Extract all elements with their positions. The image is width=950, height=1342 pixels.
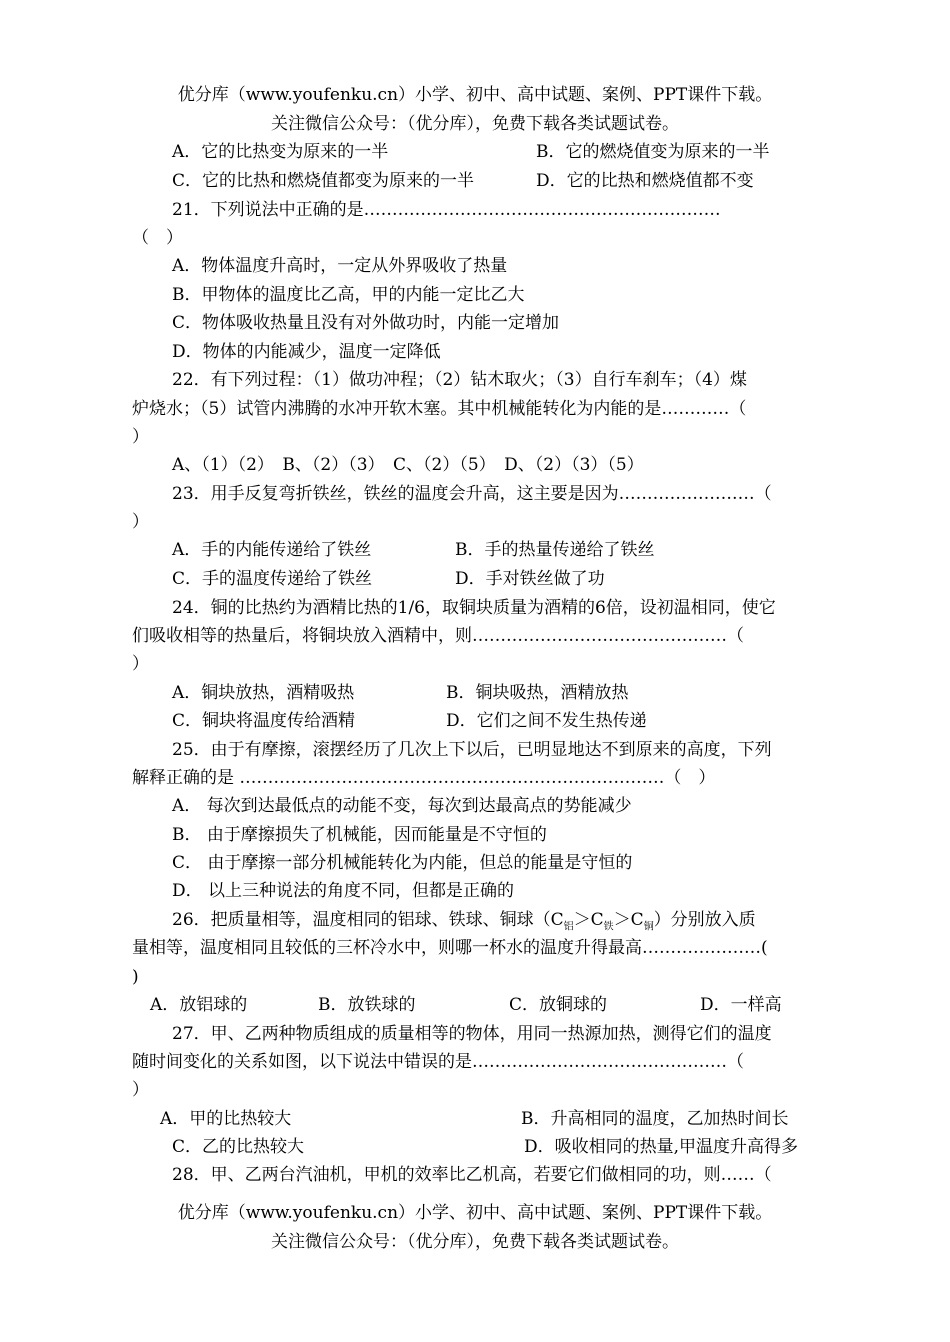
iron-subscript: 铁 [603,921,614,933]
option-d: D．它们之间不发生热传递 [446,711,647,731]
specific-heat-symbol: C [550,910,564,930]
specific-heat-symbol: C [590,910,604,930]
option-c: C．物体吸收热量且没有对外做功时，内能一定增加 [172,313,560,333]
option-c: C．铜块将温度传给酒精 [172,711,356,731]
answer-paren: ） [132,654,149,674]
option-a: A．物体温度升高时，一定从外界吸收了热量 [172,256,508,276]
question-stem-line-1 [172,909,756,938]
option-b: B．放铁球的 [318,995,416,1015]
option-d: D．物体的内能减少，温度一定降低 [172,342,441,362]
question-stem: 21．下列说法中正确的是……………………………………………………… [172,200,721,220]
option-b: B．它的燃烧值变为原来的一半 [536,142,770,162]
question-stem-line-2: 炉烧水；（5）试管内沸腾的水冲开软木塞。其中机械能转化为内能的是…………（ [132,399,747,419]
option-a: A．它的比热变为原来的一半 [172,142,389,162]
copper-subscript: 铜 [643,921,654,933]
option-d: D．它的比热和燃烧值都不变 [536,171,754,191]
header-line-1: 优分库（www.youfenku.cn）小学、初中、高中试题、案例、PPT课件下载。 [177,85,773,105]
option-b: B．手的热量传递给了铁丝 [455,540,655,560]
greater-than: ＞ [613,910,631,930]
question-stem-line-1: 24．铜的比热约为酒精比热的1/6，取铜块质量为酒精的6倍，设初温相同，使它 [172,598,776,618]
question-stem: 28．甲、乙两台汽油机，甲机的效率比乙机高，若要它们做相同的功，则……（ [172,1165,772,1185]
answer-paren: ） [132,1080,149,1100]
option-a: A．甲的比热较大 [160,1109,292,1129]
greater-than: ＞ [573,910,591,930]
answer-paren: ) [132,967,139,987]
option-b: B． 由于摩擦损失了机械能，因而能量是不守恒的 [172,825,547,845]
question-stem-line-1: 22．有下列过程：（1）做功冲程；（2）钻木取火；（3）自行车刹车；（4）煤 [172,370,747,390]
question-stem-line-1: 27．甲、乙两种物质组成的质量相等的物体，用同一热源加热，测得它们的温度 [172,1024,772,1044]
answer-paren: （ ） [132,228,183,248]
question-stem-line-2: 量相等，温度相同且较低的三杯冷水中，则哪一杯水的温度升得最高…………………( [132,938,768,958]
options-line: A、（1）（2） B、（2）（3） C、（2）（5） D、（2）（3）（5） [172,455,644,475]
option-b: B．甲物体的温度比乙高，甲的内能一定比乙大 [172,285,525,305]
option-b: B．升高相同的温度，乙加热时间长 [521,1109,789,1129]
option-d: D． 以上三种说法的角度不同，但都是正确的 [172,881,515,901]
option-d: D．手对铁丝做了功 [455,569,605,589]
question-stem-line-2: 随时间变化的关系如图，以下说法中错误的是………………………………………（ [132,1052,744,1072]
option-a: A． 每次到达最低点的动能不变，每次到达最高点的势能减少 [172,796,632,816]
option-c: C．手的温度传递给了铁丝 [172,569,373,589]
option-c: C．放铜球的 [509,995,608,1015]
header-line-2: 关注微信公众号：（优分库），免费下载各类试题试卷。 [271,114,679,134]
option-c: C．它的比热和燃烧值都变为原来的一半 [172,171,475,191]
answer-paren: ） [132,427,149,447]
specific-heat-symbol: C [630,910,644,930]
answer-paren: ） [132,512,149,532]
option-c: C． 由于摩擦一部分机械能转化为内能，但总的能量是守恒的 [172,853,633,873]
footer-line-2: 关注微信公众号：（优分库），免费下载各类试题试卷。 [271,1232,679,1252]
stem-text: ）分别放入质 [653,910,756,930]
question-stem-line-2: 们吸收相等的热量后，将铜块放入酒精中，则………………………………………（ [132,626,744,646]
option-a: A．手的内能传递给了铁丝 [172,540,372,560]
question-stem: 23．用手反复弯折铁丝，铁丝的温度会升高，这主要是因为……………………（ [172,484,772,504]
option-a: A．放铝球的 [150,995,248,1015]
stem-text: 26．把质量相等，温度相同的铝球、铁球、铜球（ [172,910,551,930]
footer-line-1: 优分库（www.youfenku.cn）小学、初中、高中试题、案例、PPT课件下载。 [177,1203,773,1223]
option-a: A．铜块放热，酒精吸热 [172,683,355,703]
aluminum-subscript: 铝 [563,921,574,933]
question-stem-line-2: 解释正确的是 …………………………………………………………………（ ） [132,768,716,788]
option-b: B．铜块吸热，酒精放热 [446,683,629,703]
option-d: D．一样高 [700,995,782,1015]
option-c: C．乙的比热较大 [172,1137,305,1157]
question-stem-line-1: 25．由于有摩擦，滚摆经历了几次上下以后，已明显地达不到原来的高度，下列 [172,740,772,760]
option-d: D．吸收相同的热量,甲温度升高得多 [524,1137,799,1157]
